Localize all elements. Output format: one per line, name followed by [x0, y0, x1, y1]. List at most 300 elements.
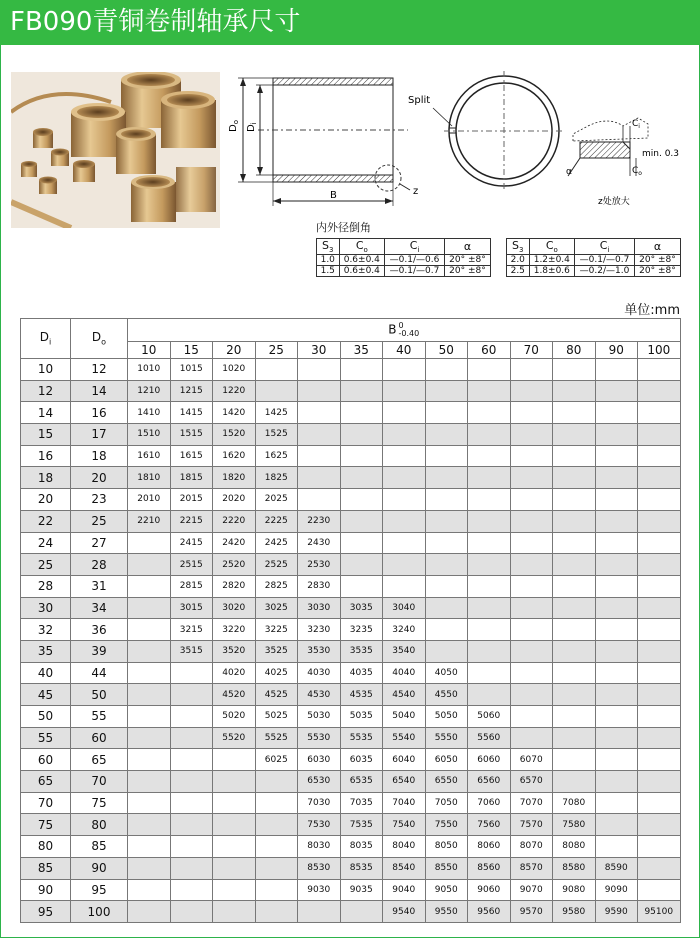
chamfer-cell: 20° ±8° — [634, 266, 680, 277]
part-number-cell: 1425 — [255, 402, 298, 424]
part-number-cell — [553, 640, 596, 662]
part-number-cell: 3030 — [298, 597, 341, 619]
part-number-cell: 3020 — [213, 597, 256, 619]
part-number-cell — [638, 424, 681, 446]
diameter-cell: 70 — [21, 792, 71, 814]
part-number-cell — [553, 749, 596, 771]
do-label: $D_o$ — [228, 120, 240, 132]
chamfer-header-alpha: α — [444, 239, 490, 255]
part-number-cell: 4040 — [383, 662, 426, 684]
part-number-cell — [383, 445, 426, 467]
part-number-cell — [468, 619, 511, 641]
part-number-cell: 6050 — [425, 749, 468, 771]
part-number-cell: 1220 — [213, 380, 256, 402]
part-number-cell: 9570 — [510, 901, 553, 923]
part-number-cell: 2430 — [298, 532, 341, 554]
part-number-cell: 1810 — [128, 467, 171, 489]
part-number-cell: 2420 — [213, 532, 256, 554]
part-number-cell: 6570 — [510, 771, 553, 793]
part-number-cell: 8060 — [468, 836, 511, 858]
part-number-cell — [595, 402, 638, 424]
do-header: $D_o$ — [71, 319, 128, 359]
part-number-cell: 9550 — [425, 901, 468, 923]
part-number-cell — [170, 792, 213, 814]
part-number-cell: 9090 — [595, 879, 638, 901]
part-number-cell: 5535 — [340, 727, 383, 749]
part-number-cell — [468, 424, 511, 446]
part-number-cell: 8530 — [298, 857, 341, 879]
section-view — [228, 78, 418, 206]
diameter-cell: 25 — [21, 554, 71, 576]
part-number-cell: 7580 — [553, 814, 596, 836]
part-number-cell: 6535 — [340, 771, 383, 793]
part-number-cell — [638, 380, 681, 402]
part-number-cell — [595, 380, 638, 402]
part-number-cell — [638, 684, 681, 706]
chamfer-header-co: $C_o$ — [529, 239, 575, 255]
part-number-cell — [510, 640, 553, 662]
part-number-cell — [510, 662, 553, 684]
part-number-cell — [638, 771, 681, 793]
part-number-cell: 3235 — [340, 619, 383, 641]
part-number-cell — [595, 467, 638, 489]
part-number-cell — [553, 727, 596, 749]
part-number-cell: 3530 — [298, 640, 341, 662]
part-number-cell: 7035 — [340, 792, 383, 814]
product-photo — [11, 72, 220, 228]
diameter-cell: 80 — [71, 814, 128, 836]
part-number-cell — [510, 510, 553, 532]
part-number-cell: 8040 — [383, 836, 426, 858]
part-number-cell: 2515 — [170, 554, 213, 576]
part-number-cell — [128, 597, 171, 619]
part-number-cell: 2215 — [170, 510, 213, 532]
part-number-cell: 7060 — [468, 792, 511, 814]
part-number-cell — [255, 792, 298, 814]
min-label: min. 0.3 — [642, 149, 680, 159]
part-number-cell — [255, 836, 298, 858]
diameter-cell: 20 — [21, 489, 71, 511]
part-number-cell — [638, 619, 681, 641]
part-number-cell: 9035 — [340, 879, 383, 901]
part-number-cell — [510, 467, 553, 489]
chamfer-cell: —0.1/—0.7 — [385, 266, 445, 277]
part-number-cell — [383, 532, 426, 554]
part-number-cell — [595, 445, 638, 467]
part-number-cell: 2230 — [298, 510, 341, 532]
part-number-cell — [298, 489, 341, 511]
part-number-cell — [425, 445, 468, 467]
length-header: 80 — [553, 342, 596, 359]
part-number-cell: 3040 — [383, 597, 426, 619]
part-number-cell: 8070 — [510, 836, 553, 858]
part-number-cell: 3240 — [383, 619, 426, 641]
part-number-cell: 8535 — [340, 857, 383, 879]
part-number-cell — [638, 706, 681, 728]
part-number-cell: 2220 — [213, 510, 256, 532]
part-number-cell: 1215 — [170, 380, 213, 402]
part-number-cell — [383, 359, 426, 381]
part-number-cell — [128, 879, 171, 901]
part-number-cell — [638, 597, 681, 619]
part-number-cell: 4540 — [383, 684, 426, 706]
diameter-cell: 65 — [71, 749, 128, 771]
part-number-cell: 3230 — [298, 619, 341, 641]
part-number-cell — [553, 771, 596, 793]
part-number-cell — [213, 879, 256, 901]
part-number-cell — [468, 489, 511, 511]
part-number-cell — [298, 424, 341, 446]
table-row — [21, 749, 681, 771]
part-number-cell — [510, 575, 553, 597]
part-number-cell: 2525 — [255, 554, 298, 576]
part-number-cell: 7050 — [425, 792, 468, 814]
part-number-cell — [383, 402, 426, 424]
part-number-cell: 7530 — [298, 814, 341, 836]
part-number-cell: 6530 — [298, 771, 341, 793]
diameter-cell: 60 — [71, 727, 128, 749]
part-number-cell: 4020 — [213, 662, 256, 684]
part-number-cell — [638, 489, 681, 511]
part-number-cell: 3540 — [383, 640, 426, 662]
table-row — [21, 640, 681, 662]
part-number-cell — [383, 554, 426, 576]
part-number-cell: 1520 — [213, 424, 256, 446]
part-number-cell — [553, 467, 596, 489]
part-number-cell — [425, 489, 468, 511]
part-number-cell: 6550 — [425, 771, 468, 793]
part-number-cell — [638, 879, 681, 901]
table-row — [21, 706, 681, 728]
part-number-cell — [255, 879, 298, 901]
part-number-cell: 1825 — [255, 467, 298, 489]
length-header: 40 — [383, 342, 426, 359]
part-number-cell: 1815 — [170, 467, 213, 489]
diameter-cell: 25 — [71, 510, 128, 532]
part-number-cell: 1010 — [128, 359, 171, 381]
table-row — [21, 792, 681, 814]
part-number-cell — [425, 597, 468, 619]
diameter-cell: 39 — [71, 640, 128, 662]
part-number-cell: 6560 — [468, 771, 511, 793]
part-number-cell: 6035 — [340, 749, 383, 771]
part-number-cell: 1620 — [213, 445, 256, 467]
part-number-cell — [595, 662, 638, 684]
part-number-cell: 3515 — [170, 640, 213, 662]
part-number-cell — [383, 380, 426, 402]
b-label: B — [330, 190, 337, 201]
part-number-cell — [255, 857, 298, 879]
part-number-cell: 9030 — [298, 879, 341, 901]
part-number-cell: 5550 — [425, 727, 468, 749]
part-number-cell — [170, 879, 213, 901]
diameter-cell: 28 — [71, 554, 128, 576]
z-label: z — [413, 186, 419, 197]
part-number-cell — [510, 445, 553, 467]
part-number-cell — [170, 836, 213, 858]
part-number-cell: 1420 — [213, 402, 256, 424]
part-number-cell: 4035 — [340, 662, 383, 684]
part-number-cell: 3520 — [213, 640, 256, 662]
chamfer-header-s3: $S_3$ — [507, 239, 530, 255]
part-number-cell — [595, 814, 638, 836]
part-number-cell: 1020 — [213, 359, 256, 381]
part-number-cell — [595, 489, 638, 511]
part-number-cell — [255, 359, 298, 381]
part-number-cell — [595, 792, 638, 814]
table-row — [21, 879, 681, 901]
table-row — [21, 857, 681, 879]
part-number-cell — [128, 901, 171, 923]
part-number-cell: 6025 — [255, 749, 298, 771]
part-number-cell: 1610 — [128, 445, 171, 467]
part-number-cell — [255, 814, 298, 836]
diameter-cell: 95 — [21, 901, 71, 923]
split-label: Split — [408, 95, 431, 106]
part-number-cell: 5560 — [468, 727, 511, 749]
part-number-cell — [298, 359, 341, 381]
part-number-cell — [638, 510, 681, 532]
part-number-cell: 1415 — [170, 402, 213, 424]
diameter-cell: 40 — [21, 662, 71, 684]
diameter-cell: 65 — [21, 771, 71, 793]
part-number-cell — [638, 532, 681, 554]
part-number-cell — [170, 901, 213, 923]
part-number-cell — [425, 467, 468, 489]
diameter-cell: 32 — [21, 619, 71, 641]
part-number-cell — [595, 771, 638, 793]
part-number-cell — [425, 510, 468, 532]
chamfer-cell: 20° ±8° — [444, 255, 490, 266]
part-number-cell — [595, 749, 638, 771]
part-number-cell: 3025 — [255, 597, 298, 619]
part-number-cell — [340, 554, 383, 576]
diameter-cell: 30 — [21, 597, 71, 619]
unit-label: 单位:mm — [624, 303, 680, 318]
part-number-cell: 1515 — [170, 424, 213, 446]
table-row — [21, 532, 681, 554]
chamfer-cell: 1.0 — [317, 255, 340, 266]
part-number-cell: 9590 — [595, 901, 638, 923]
part-number-cell: 1410 — [128, 402, 171, 424]
part-number-cell: 7550 — [425, 814, 468, 836]
part-number-cell — [340, 510, 383, 532]
di-label: $D_i$ — [246, 122, 258, 132]
part-number-cell — [595, 510, 638, 532]
part-number-cell — [638, 662, 681, 684]
part-number-cell: 2020 — [213, 489, 256, 511]
part-number-cell — [638, 467, 681, 489]
length-header: 25 — [255, 342, 298, 359]
part-number-cell — [638, 727, 681, 749]
part-number-cell: 3225 — [255, 619, 298, 641]
part-number-cell: 5050 — [425, 706, 468, 728]
part-number-cell: 5520 — [213, 727, 256, 749]
part-number-cell — [128, 857, 171, 879]
chamfer-header-ci: $C_i$ — [575, 239, 635, 255]
chamfer-cell: 2.5 — [507, 266, 530, 277]
size-table — [20, 318, 681, 923]
part-number-cell: 3535 — [340, 640, 383, 662]
part-number-cell — [595, 727, 638, 749]
diameter-cell: 55 — [71, 706, 128, 728]
part-number-cell: 9060 — [468, 879, 511, 901]
part-number-cell: 4030 — [298, 662, 341, 684]
length-header: 100 — [638, 342, 681, 359]
part-number-cell: 8540 — [383, 857, 426, 879]
part-number-cell — [298, 901, 341, 923]
part-number-cell — [128, 814, 171, 836]
part-number-cell: 2415 — [170, 532, 213, 554]
part-number-cell: 1820 — [213, 467, 256, 489]
part-number-cell — [255, 901, 298, 923]
length-header: 30 — [298, 342, 341, 359]
part-number-cell — [553, 359, 596, 381]
part-number-cell — [340, 380, 383, 402]
part-number-cell — [553, 706, 596, 728]
table-row — [21, 814, 681, 836]
part-number-cell: 2210 — [128, 510, 171, 532]
chamfer-header-co: $C_o$ — [339, 239, 385, 255]
part-number-cell — [425, 640, 468, 662]
table-row — [21, 684, 681, 706]
diameter-cell: 36 — [71, 619, 128, 641]
part-number-cell — [553, 532, 596, 554]
part-number-cell — [213, 771, 256, 793]
diameter-cell: 28 — [21, 575, 71, 597]
diameter-cell: 10 — [21, 359, 71, 381]
part-number-cell: 1625 — [255, 445, 298, 467]
part-number-cell — [510, 597, 553, 619]
part-number-cell: 9080 — [553, 879, 596, 901]
part-number-cell — [425, 424, 468, 446]
part-number-cell — [510, 619, 553, 641]
part-number-cell — [170, 771, 213, 793]
length-header: 10 — [128, 342, 171, 359]
part-number-cell — [595, 532, 638, 554]
part-number-cell — [425, 359, 468, 381]
table-row — [21, 554, 681, 576]
part-number-cell — [383, 467, 426, 489]
table-row — [21, 467, 681, 489]
part-number-cell — [553, 575, 596, 597]
part-number-cell — [595, 575, 638, 597]
part-number-cell — [128, 662, 171, 684]
length-header: 35 — [340, 342, 383, 359]
co-label: $C_o$ — [632, 166, 642, 177]
part-number-cell — [595, 706, 638, 728]
part-number-cell: 95100 — [638, 901, 681, 923]
part-number-cell — [553, 662, 596, 684]
part-number-cell — [213, 792, 256, 814]
diameter-cell: 85 — [21, 857, 71, 879]
part-number-cell: 2225 — [255, 510, 298, 532]
part-number-cell — [425, 575, 468, 597]
part-number-cell: 7040 — [383, 792, 426, 814]
chamfer-cell: 20° ±8° — [444, 266, 490, 277]
part-number-cell: 3035 — [340, 597, 383, 619]
part-number-cell — [128, 575, 171, 597]
part-number-cell — [213, 749, 256, 771]
part-number-cell — [595, 684, 638, 706]
part-number-cell: 8580 — [553, 857, 596, 879]
part-number-cell — [638, 814, 681, 836]
part-number-cell — [128, 727, 171, 749]
part-number-cell — [553, 554, 596, 576]
length-header: 70 — [510, 342, 553, 359]
part-number-cell — [425, 532, 468, 554]
part-number-cell — [213, 901, 256, 923]
diameter-cell: 45 — [21, 684, 71, 706]
chamfer-cell: 2.0 — [507, 255, 530, 266]
bushing-drawing — [228, 66, 688, 216]
part-number-cell — [255, 380, 298, 402]
diameter-cell: 44 — [71, 662, 128, 684]
chamfer-cell: —0.1/—0.7 — [575, 255, 635, 266]
part-number-cell — [468, 554, 511, 576]
table-row — [21, 489, 681, 511]
part-number-cell — [128, 792, 171, 814]
part-number-cell: 9580 — [553, 901, 596, 923]
part-number-cell — [340, 901, 383, 923]
part-number-cell — [383, 424, 426, 446]
length-header: 60 — [468, 342, 511, 359]
part-number-cell: 3215 — [170, 619, 213, 641]
table-row — [21, 662, 681, 684]
part-number-cell — [510, 380, 553, 402]
diameter-cell: 22 — [21, 510, 71, 532]
part-number-cell — [468, 532, 511, 554]
part-number-cell — [170, 662, 213, 684]
chamfer-table-left — [316, 238, 491, 277]
part-number-cell: 2425 — [255, 532, 298, 554]
part-number-cell: 5030 — [298, 706, 341, 728]
diameter-cell: 80 — [21, 836, 71, 858]
part-number-cell: 9040 — [383, 879, 426, 901]
b-header: B 0 -0.40 — [128, 319, 681, 342]
diameter-cell: 85 — [71, 836, 128, 858]
part-number-cell: 7560 — [468, 814, 511, 836]
part-number-cell — [340, 467, 383, 489]
part-number-cell — [340, 575, 383, 597]
chamfer-table-right — [506, 238, 681, 277]
part-number-cell: 8550 — [425, 857, 468, 879]
part-number-cell — [425, 554, 468, 576]
part-number-cell: 9540 — [383, 901, 426, 923]
part-number-cell: 7535 — [340, 814, 383, 836]
part-number-cell: 8590 — [595, 857, 638, 879]
part-number-cell — [638, 359, 681, 381]
part-number-cell: 6070 — [510, 749, 553, 771]
part-number-cell — [468, 402, 511, 424]
part-number-cell — [298, 380, 341, 402]
part-number-cell — [638, 836, 681, 858]
part-number-cell: 8560 — [468, 857, 511, 879]
part-number-cell — [510, 489, 553, 511]
part-number-cell: 6060 — [468, 749, 511, 771]
part-number-cell — [425, 619, 468, 641]
part-number-cell — [128, 619, 171, 641]
length-header: 20 — [213, 342, 256, 359]
part-number-cell — [468, 575, 511, 597]
part-number-cell — [510, 706, 553, 728]
part-number-cell — [298, 445, 341, 467]
part-number-cell — [638, 575, 681, 597]
part-number-cell — [468, 597, 511, 619]
page-title: FB090青铜卷制轴承尺寸 — [0, 0, 700, 45]
part-number-cell: 1210 — [128, 380, 171, 402]
diameter-cell: 50 — [21, 706, 71, 728]
